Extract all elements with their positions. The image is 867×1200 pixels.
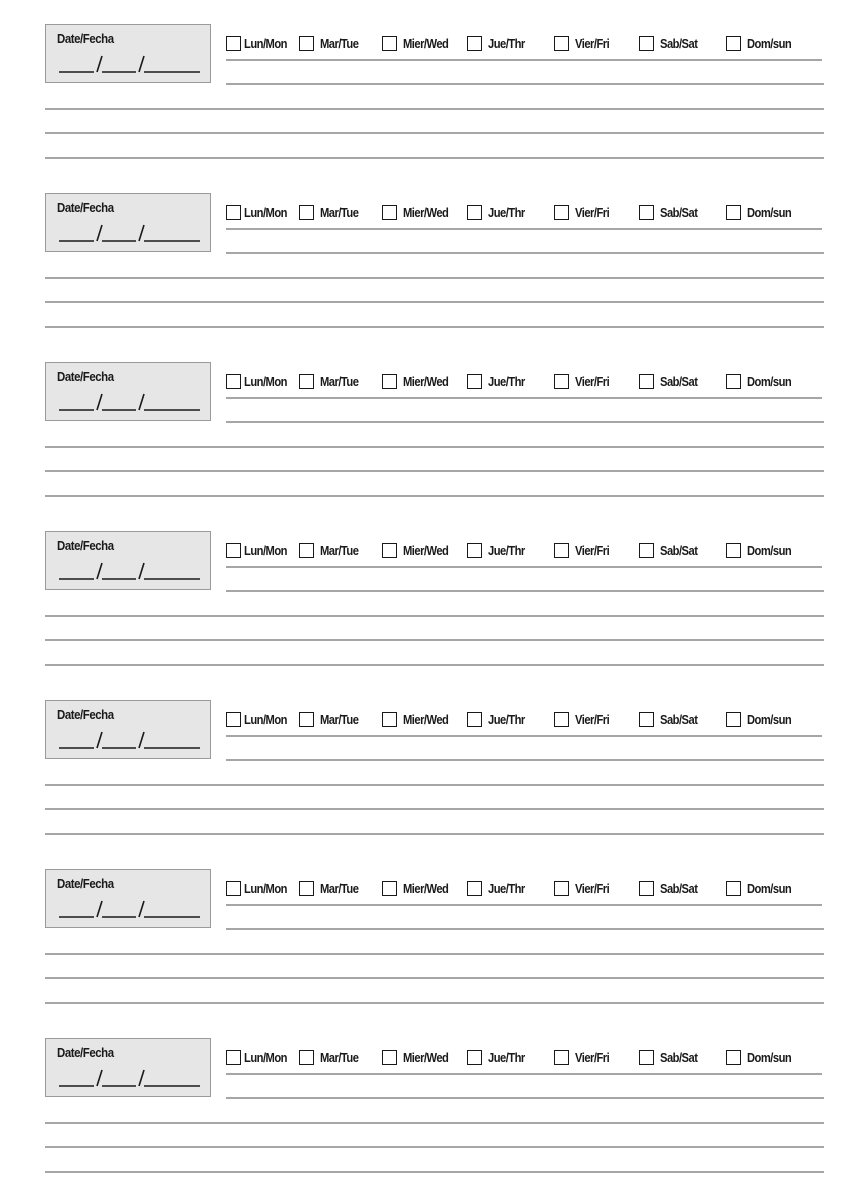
writing-line[interactable] [226,421,824,423]
date-blanks[interactable] [57,1067,202,1089]
checkbox[interactable] [467,374,482,389]
day-label: Jue/Thr [488,880,525,896]
day-option-wed[interactable] [382,1047,456,1067]
day-label: Vier/Fri [575,880,610,896]
day-option-mon[interactable] [226,878,294,898]
date-box[interactable] [45,700,211,759]
day-label: Jue/Thr [488,542,525,558]
checkbox[interactable] [726,543,741,558]
day-option-thu[interactable] [467,202,531,222]
checkbox[interactable] [554,543,569,558]
day-label: Dom/sun [747,880,792,896]
day-option-sat[interactable] [639,33,703,53]
day-label: Jue/Thr [488,35,525,51]
day-option-thu[interactable] [467,878,531,898]
day-label: Lun/Mon [244,373,287,389]
writing-line[interactable] [226,735,822,737]
diary-entry [0,169,867,338]
day-option-mon[interactable] [226,1047,294,1067]
checkbox[interactable] [467,1050,482,1065]
day-option-tue[interactable] [299,202,365,222]
day-option-thu[interactable] [467,1047,531,1067]
writing-line[interactable] [45,1171,824,1173]
day-option-sun[interactable] [726,1047,798,1067]
day-option-tue[interactable] [299,33,365,53]
day-option-sun[interactable] [726,33,798,53]
checkbox[interactable] [554,205,569,220]
day-label: Vier/Fri [575,373,610,389]
day-option-wed[interactable] [382,202,456,222]
checkbox[interactable] [726,712,741,727]
writing-line[interactable] [45,784,824,786]
date-label: Date/Fecha [57,538,114,553]
checkbox[interactable] [639,374,654,389]
day-label: Jue/Thr [488,373,525,389]
checkbox[interactable] [639,205,654,220]
day-option-mon[interactable] [226,202,294,222]
day-option-fri[interactable] [554,33,615,53]
day-label: Mier/Wed [403,711,449,727]
day-option-sat[interactable] [639,709,703,729]
day-label: Dom/sun [747,711,792,727]
checkbox[interactable] [382,712,397,727]
writing-line[interactable] [45,132,824,134]
day-option-mon[interactable] [226,33,294,53]
date-box[interactable] [45,362,211,421]
checkbox[interactable] [299,712,314,727]
date-blanks[interactable] [57,222,202,244]
checkbox[interactable] [639,1050,654,1065]
date-box[interactable] [45,24,211,83]
checkbox[interactable] [226,374,241,389]
checkbox[interactable] [726,881,741,896]
day-label: Dom/sun [747,35,792,51]
day-option-sun[interactable] [726,202,798,222]
day-label: Lun/Mon [244,711,287,727]
checkbox[interactable] [226,36,241,51]
date-label: Date/Fecha [57,200,114,215]
day-option-fri[interactable] [554,202,615,222]
writing-line[interactable] [226,928,824,930]
day-label: Sab/Sat [660,373,698,389]
day-option-wed[interactable] [382,709,456,729]
day-label: Sab/Sat [660,204,698,220]
day-option-thu[interactable] [467,709,531,729]
day-label: Mier/Wed [403,373,449,389]
day-label: Mier/Wed [403,880,449,896]
day-label: Sab/Sat [660,711,698,727]
day-label: Sab/Sat [660,880,698,896]
checkbox[interactable] [299,881,314,896]
checkbox[interactable] [299,205,314,220]
day-label: Mier/Wed [403,542,449,558]
checkbox[interactable] [467,543,482,558]
day-label: Dom/sun [747,1049,792,1065]
writing-line[interactable] [226,59,822,61]
day-option-sat[interactable] [639,878,703,898]
checkbox[interactable] [554,712,569,727]
writing-line[interactable] [45,470,824,472]
checkbox[interactable] [639,881,654,896]
day-option-fri[interactable] [554,371,615,391]
writing-line[interactable] [45,808,824,810]
checkbox[interactable] [226,881,241,896]
day-label: Jue/Thr [488,1049,525,1065]
day-option-sun[interactable] [726,709,798,729]
day-label: Lun/Mon [244,35,287,51]
checkbox[interactable] [467,205,482,220]
day-option-thu[interactable] [467,33,531,53]
day-label: Mar/Tue [320,711,359,727]
day-option-thu[interactable] [467,371,531,391]
writing-line[interactable] [226,759,824,761]
checkbox[interactable] [299,543,314,558]
writing-line[interactable] [45,108,824,110]
writing-line[interactable] [226,566,822,568]
day-option-mon[interactable] [226,540,294,560]
writing-line[interactable] [226,83,824,85]
checkbox[interactable] [726,36,741,51]
day-option-sun[interactable] [726,878,798,898]
day-option-tue[interactable] [299,371,365,391]
writing-line[interactable] [45,833,824,835]
checkbox[interactable] [299,1050,314,1065]
day-option-wed[interactable] [382,540,456,560]
day-option-wed[interactable] [382,371,456,391]
date-label: Date/Fecha [57,876,114,891]
checkbox[interactable] [726,1050,741,1065]
day-option-thu[interactable] [467,540,531,560]
day-option-sat[interactable] [639,1047,703,1067]
checkbox[interactable] [639,36,654,51]
diary-entry [0,845,867,1014]
checkbox[interactable] [299,374,314,389]
day-label: Lun/Mon [244,204,287,220]
checkbox[interactable] [382,543,397,558]
writing-line[interactable] [45,1002,824,1004]
day-label: Sab/Sat [660,35,698,51]
writing-line[interactable] [45,639,824,641]
date-label: Date/Fecha [57,369,114,384]
checkbox[interactable] [554,36,569,51]
checkbox[interactable] [554,881,569,896]
diary-entry [0,338,867,507]
day-option-tue[interactable] [299,540,365,560]
writing-line[interactable] [45,277,824,279]
checkbox[interactable] [382,205,397,220]
checkbox[interactable] [467,36,482,51]
day-label: Mar/Tue [320,542,359,558]
writing-line[interactable] [45,977,824,979]
weekday-selector [226,878,826,898]
weekday-selector [226,1047,826,1067]
writing-line[interactable] [45,1122,824,1124]
weekday-selector [226,540,826,560]
day-label: Mar/Tue [320,373,359,389]
day-option-tue[interactable] [299,1047,365,1067]
day-label: Sab/Sat [660,542,698,558]
day-label: Mier/Wed [403,204,449,220]
date-blanks[interactable] [57,729,202,751]
writing-line[interactable] [226,1097,824,1099]
day-label: Dom/sun [747,373,792,389]
day-label: Mar/Tue [320,35,359,51]
day-label: Vier/Fri [575,204,610,220]
day-label: Vier/Fri [575,1049,610,1065]
day-label: Lun/Mon [244,542,287,558]
day-label: Lun/Mon [244,880,287,896]
checkbox[interactable] [726,374,741,389]
day-option-sun[interactable] [726,540,798,560]
diary-entry [0,1014,867,1183]
date-label: Date/Fecha [57,1045,114,1060]
checkbox[interactable] [226,1050,241,1065]
day-label: Jue/Thr [488,204,525,220]
writing-line[interactable] [226,228,822,230]
checkbox[interactable] [382,881,397,896]
day-label: Dom/sun [747,204,792,220]
day-option-mon[interactable] [226,709,294,729]
checkbox[interactable] [639,712,654,727]
day-option-sat[interactable] [639,371,703,391]
day-label: Dom/sun [747,542,792,558]
day-option-fri[interactable] [554,1047,615,1067]
day-label: Vier/Fri [575,35,610,51]
day-label: Mar/Tue [320,1049,359,1065]
day-label: Mier/Wed [403,1049,449,1065]
date-label: Date/Fecha [57,31,114,46]
writing-line[interactable] [45,495,824,497]
checkbox[interactable] [299,36,314,51]
checkbox[interactable] [382,1050,397,1065]
day-label: Sab/Sat [660,1049,698,1065]
day-option-sat[interactable] [639,202,703,222]
day-label: Jue/Thr [488,711,525,727]
date-box[interactable] [45,1038,211,1097]
day-option-tue[interactable] [299,878,365,898]
checkbox[interactable] [226,543,241,558]
day-label: Lun/Mon [244,1049,287,1065]
date-blanks[interactable] [57,898,202,920]
checkbox[interactable] [382,374,397,389]
day-option-mon[interactable] [226,371,294,391]
day-option-fri[interactable] [554,709,615,729]
day-option-fri[interactable] [554,878,615,898]
day-option-fri[interactable] [554,540,615,560]
day-label: Mar/Tue [320,880,359,896]
weekday-selector [226,33,826,53]
day-option-sat[interactable] [639,540,703,560]
checkbox[interactable] [554,374,569,389]
writing-line[interactable] [226,397,822,399]
date-blanks[interactable] [57,560,202,582]
writing-line[interactable] [45,301,824,303]
date-blanks[interactable] [57,391,202,413]
writing-line[interactable] [45,953,824,955]
diary-entry [0,0,867,169]
writing-line[interactable] [45,446,824,448]
checkbox[interactable] [226,712,241,727]
checkbox[interactable] [226,205,241,220]
writing-line[interactable] [45,664,824,666]
date-label: Date/Fecha [57,707,114,722]
checkbox[interactable] [639,543,654,558]
writing-line[interactable] [45,1146,824,1148]
day-label: Mar/Tue [320,204,359,220]
writing-line[interactable] [226,904,822,906]
writing-line[interactable] [45,615,824,617]
day-option-tue[interactable] [299,709,365,729]
writing-line[interactable] [226,590,824,592]
day-option-sun[interactable] [726,371,798,391]
day-label: Mier/Wed [403,35,449,51]
checkbox[interactable] [467,712,482,727]
day-option-wed[interactable] [382,878,456,898]
writing-line[interactable] [45,326,824,328]
writing-line[interactable] [226,1073,822,1075]
checkbox[interactable] [554,1050,569,1065]
day-label: Vier/Fri [575,711,610,727]
checkbox[interactable] [467,881,482,896]
date-blanks[interactable] [57,53,202,75]
date-box[interactable] [45,193,211,252]
weekday-selector [226,371,826,391]
day-option-wed[interactable] [382,33,456,53]
day-label: Vier/Fri [575,542,610,558]
date-box[interactable] [45,869,211,928]
writing-line[interactable] [226,252,824,254]
date-box[interactable] [45,531,211,590]
checkbox[interactable] [382,36,397,51]
writing-line[interactable] [45,157,824,159]
diary-entry [0,676,867,845]
weekday-selector [226,709,826,729]
diary-entry [0,507,867,676]
checkbox[interactable] [726,205,741,220]
weekday-selector [226,202,826,222]
